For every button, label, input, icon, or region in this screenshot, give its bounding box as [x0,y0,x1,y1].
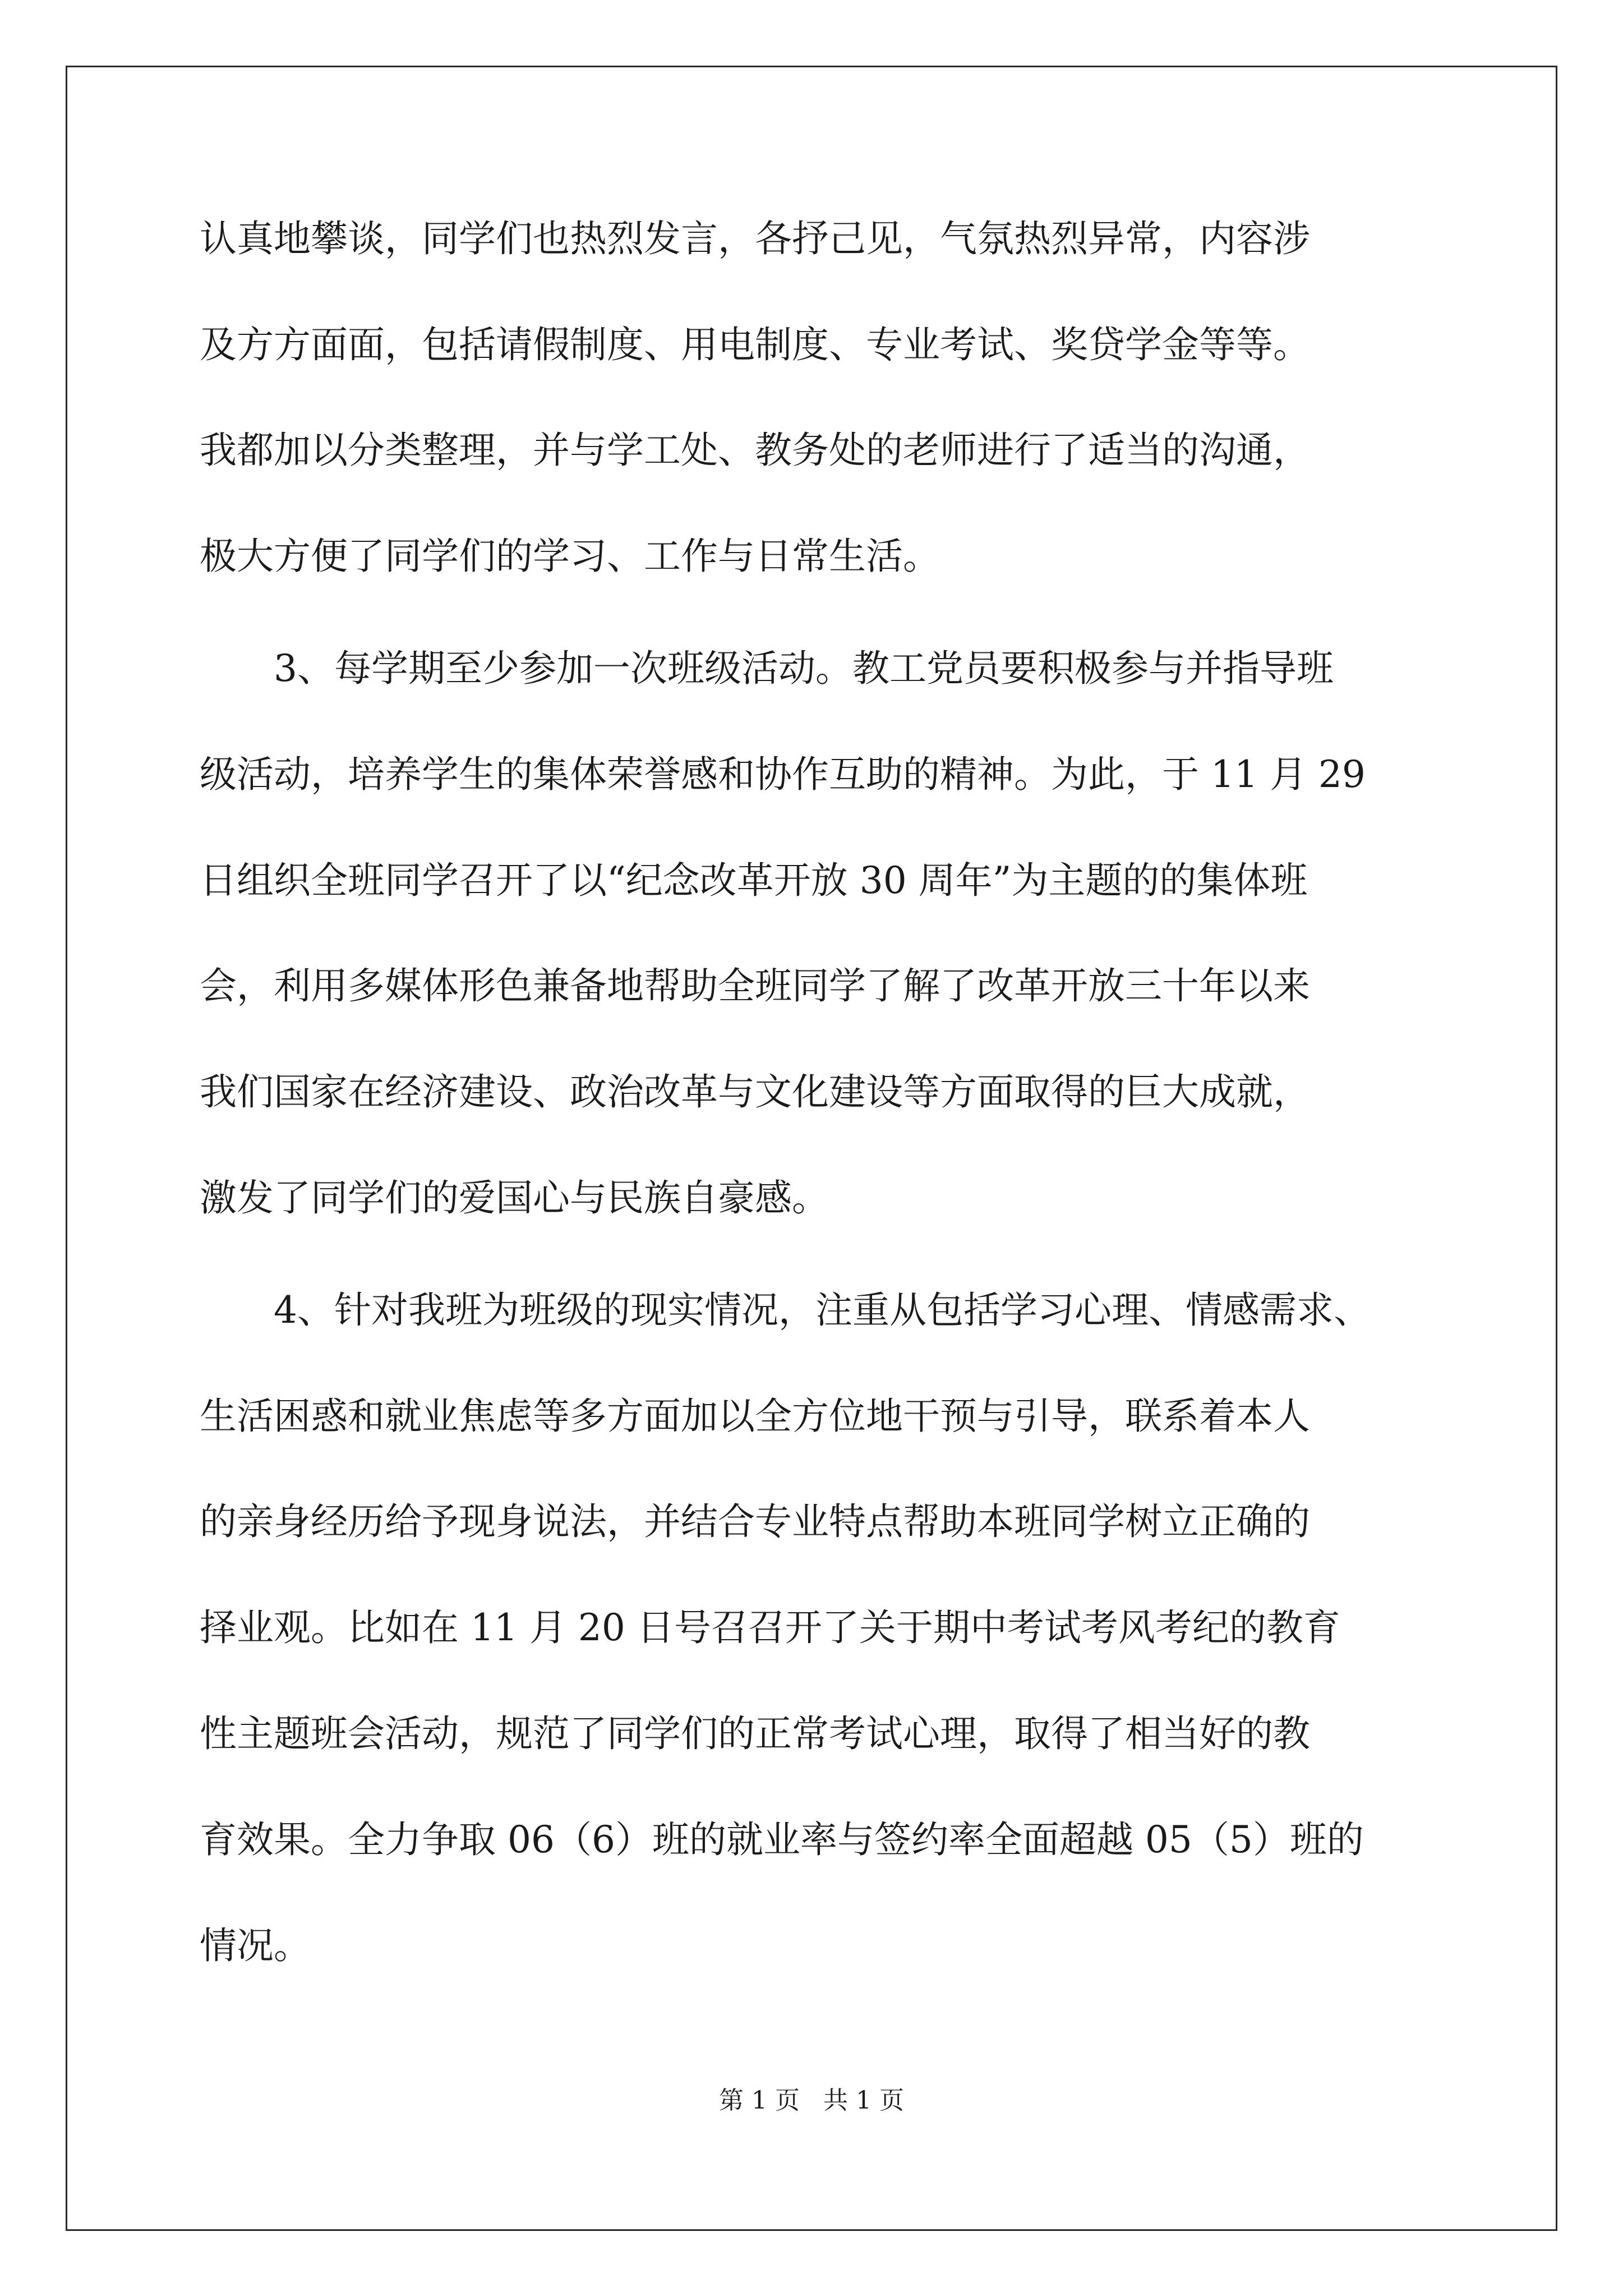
text-line: 情况。 [200,1924,311,1967]
text-line: 择业观。比如在 11 月 20 日号召召开了关于期中考试考风考纪的教育 [200,1606,1340,1649]
text-line: 及方方面面，包括请假制度、用电制度、专业考试、奖贷学金等等。 [200,323,1310,366]
text-line: 育效果。全力争取 06（6）班的就业率与签约率全面超越 05（5）班的 [200,1818,1364,1861]
page-number-footer: 第 1 页 共 1 页 [719,2086,904,2115]
text-line: 生活困惑和就业焦虑等多方面加以全方位地干预与引导，联系着本人 [200,1395,1310,1438]
text-line: 我们国家在经济建设、政治改革与文化建设等方面取得的巨大成就， [200,1070,1310,1114]
text-line: 级活动，培养学生的集体荣誉感和协作互助的精神。为此，于 11 月 29 [200,753,1366,796]
text-line: 激发了同学们的爱国心与民族自豪感。 [200,1176,829,1220]
text-line: 我都加以分类整理，并与学工处、教务处的老师进行了适当的沟通， [200,429,1310,472]
paragraph-start-line: 3、每学期至少参加一次班级活动。教工党员要积极参与并指导班 [274,647,1334,690]
text-line: 会，利用多媒体形色兼备地帮助全班同学了解了改革开放三十年以来 [200,964,1310,1007]
text-line: 日组织全班同学召开了以“纪念改革开放 30 周年”为主题的的集体班 [200,859,1308,902]
page-border [66,66,1557,2231]
text-line: 性主题班会活动，规范了同学们的正常考试心理，取得了相当好的教 [200,1712,1310,1755]
text-line: 极大方便了同学们的学习、工作与日常生活。 [200,535,940,578]
text-line: 认真地攀谈，同学们也热烈发言，各抒己见，气氛热烈异常，内容涉 [200,217,1310,260]
text-line: 的亲身经历给予现身说法，并结合专业特点帮助本班同学树立正确的 [200,1500,1310,1543]
paragraph-start-line: 4、针对我班为班级的现实情况，注重从包括学习心理、情感需求、 [274,1289,1371,1332]
